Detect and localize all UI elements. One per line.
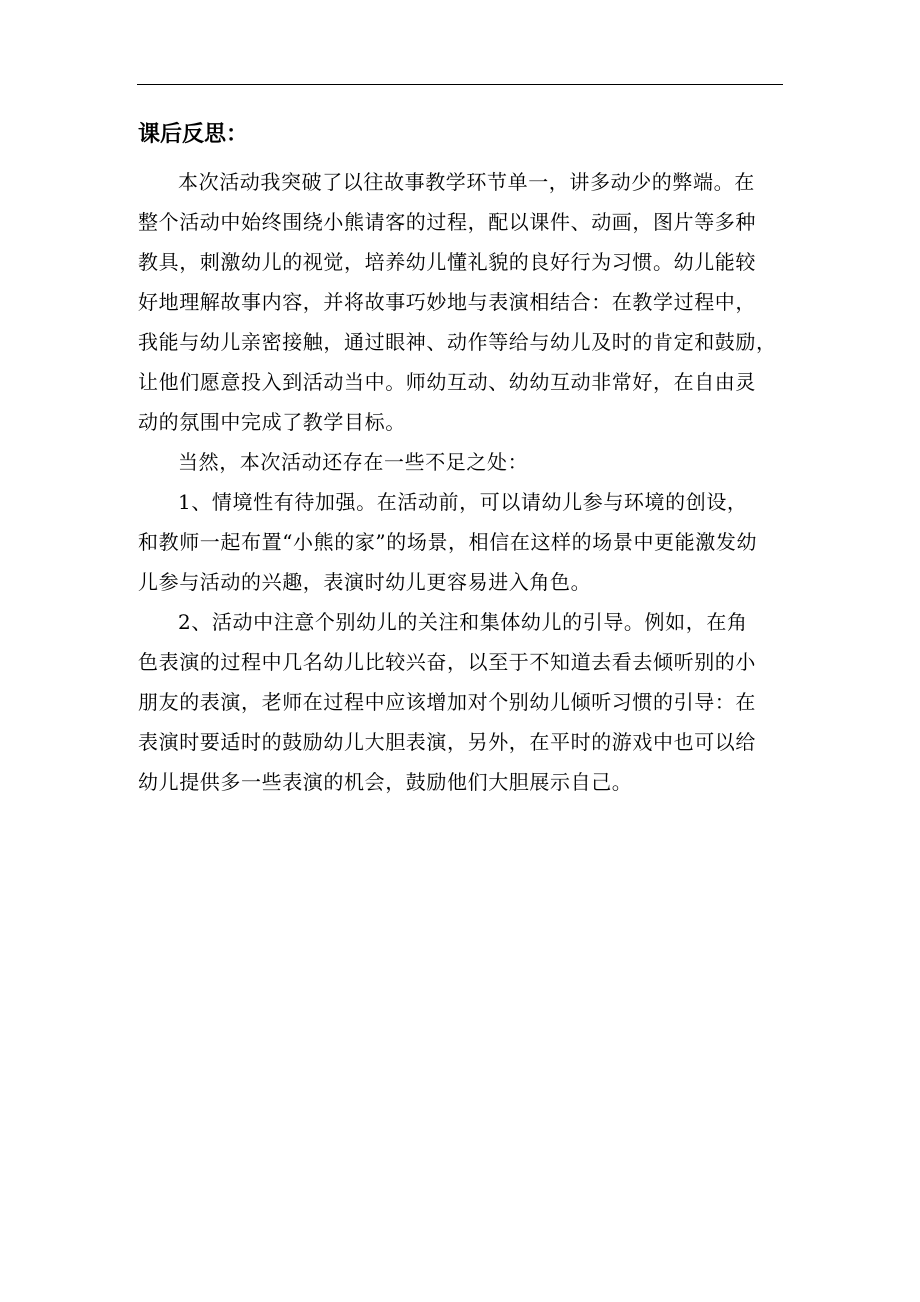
text-line: 好地理解故事内容，并将故事巧妙地与表演相结合：在教学过程中，: [138, 290, 756, 314]
paragraph-point-1: [138, 482, 784, 602]
text-line: 教具，刺激幼儿的视觉，培养幼儿懂礼貌的良好行为习惯。幼儿能较: [138, 250, 756, 274]
text-line: 表演时要适时的鼓励幼儿大胆表演，另外，在平时的游戏中也可以给: [138, 730, 756, 754]
header-rule: [137, 84, 783, 85]
text-line: 整个活动中始终围绕小熊请客的过程，配以课件、动画，图片等多种: [138, 210, 756, 234]
text-line: 朋友的表演，老师在过程中应该增加对个别幼儿倾听习惯的引导：在: [138, 690, 756, 714]
text-line: 当然，本次活动还存在一些不足之处：: [178, 450, 529, 474]
text-line: 我能与幼儿亲密接触，通过眼神、动作等给与幼儿及时的肯定和鼓励，: [138, 330, 777, 354]
text-line: 让他们愿意投入到活动当中。师幼互动、幼幼互动非常好，在自由灵: [138, 370, 756, 394]
text-line: 幼儿提供多一些表演的机会，鼓励他们大胆展示自己。: [138, 770, 633, 794]
paragraph-shortcomings-intro: [138, 442, 784, 482]
document-body: [138, 112, 784, 802]
text-line: 儿参与活动的兴趣，表演时幼儿更容易进入角色。: [138, 570, 592, 594]
text-line: 和教师一起布置“小熊的家”的场景，相信在这样的场景中更能激发幼: [138, 530, 758, 554]
text-line: 色表演的过程中几名幼儿比较兴奋，以至于不知道去看去倾听别的小: [138, 650, 756, 674]
text-line: 2、活动中注意个别幼儿的关注和集体幼儿的引导。例如，在角: [178, 610, 748, 634]
paragraph-point-2: [138, 602, 784, 802]
text-line: 动的氛围中完成了教学目标。: [138, 410, 406, 434]
section-heading: 课后反思：: [138, 121, 249, 147]
paragraph-reflection: [138, 162, 784, 442]
text-line: 本次活动我突破了以往故事教学环节单一，讲多动少的弊端。在: [178, 170, 755, 194]
text-line: 1、情境性有待加强。在活动前，可以请幼儿参与环境的创设，: [178, 490, 748, 514]
